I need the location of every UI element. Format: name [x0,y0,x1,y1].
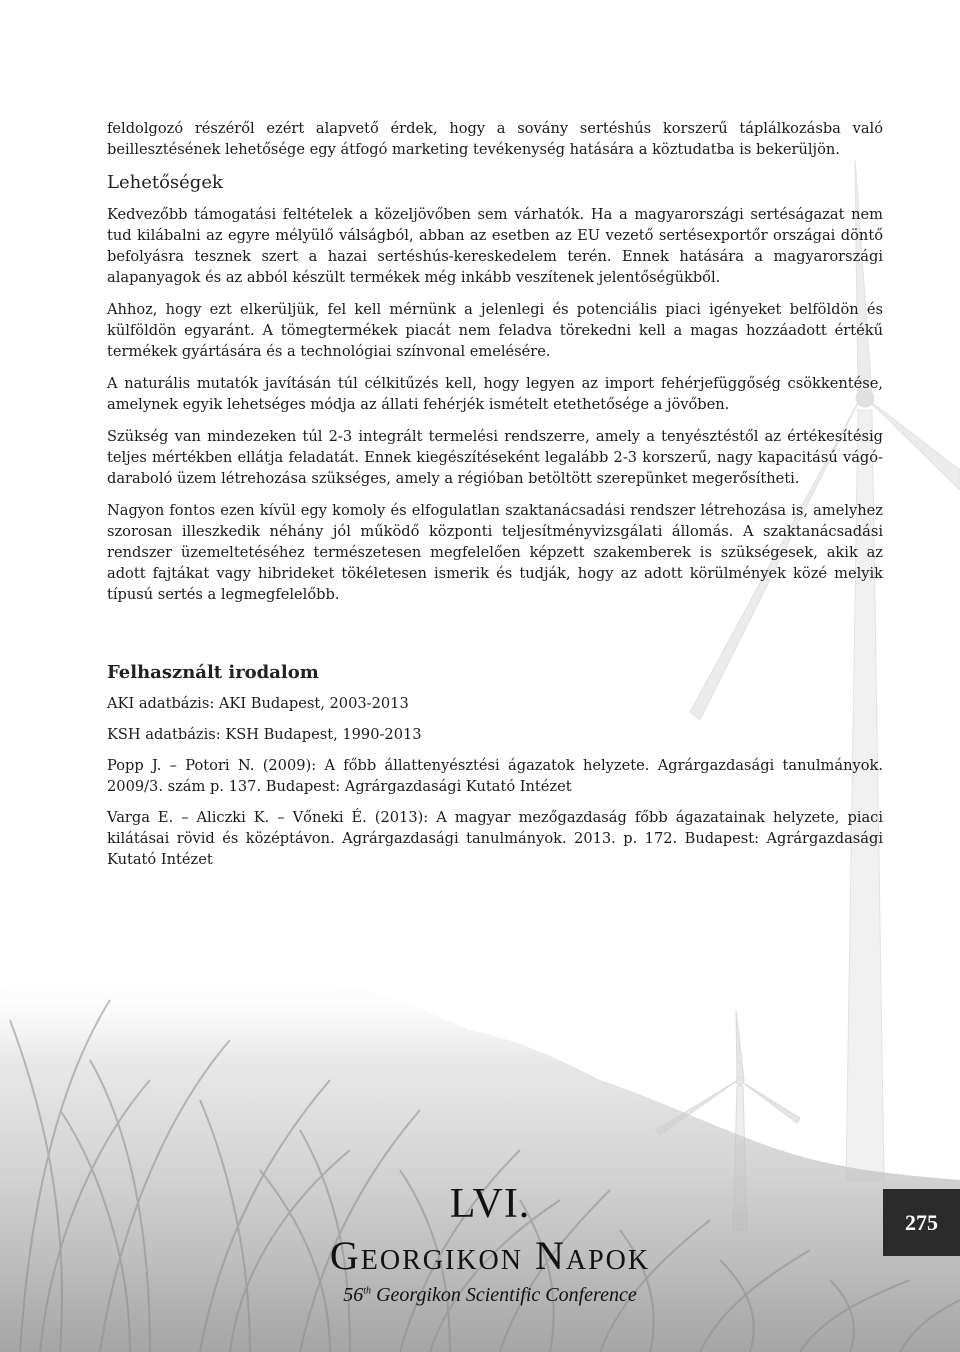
conference-name: Georgikon Napok [329,1233,651,1278]
conference-subtitle [300,1284,680,1307]
paragraph-5: Nagyon fontos ezen kívül egy komoly és elfogulatlan szaktanácsadási rendszer létrehozása is, amelyhez szorosan illeszkedik néhány jól működő központi teljesítményvizsgálati állomás. A szaktanácsadási rendszer üzemeltetéséhez természetesen megfelelően képzett szakemberek is szükségesek, akik az adott fajtákat vagy hibrideket tökéletesen ismerik és tudják, hogy az adott körülmények közé melyik típusú sertés a legmegfelelőbb. [107,502,883,603]
conference-roman-numeral: LVI. [449,1181,531,1227]
paragraph-intro: feldolgozó részéről ezért alapvető érdek, hogy a sovány sertéshús korszerű táplálkozásba való beillesztésének lehetősége egy átfogó marketing tevékenység hatására a köztudatba is bekerüljön. [107,120,883,158]
reference-item: Popp J. – Potori N. (2009): A főbb állattenyésztési ágazatok helyzete. Agrárgazdasági tanulmányok. 2009/3. szám p. 137. Budapest: Agrárgazdasági Kutató Intézet [107,757,883,795]
page-number-box [883,1189,960,1256]
conference-subtitle-text: Georgikon Scientific Conference [371,1284,637,1306]
paragraph-2: Ahhoz, hogy ezt elkerüljük, fel kell mérnünk a jelenlegi és potenciális piaci igényeket belföldön és külföldön egyaránt. A tömegtermékek piacát nem feladva törekedni kell a magas hozzáadott értékű termékek gyártására és a technológiai színvonal emelésére. [107,301,883,360]
section-heading-opportunities: Lehetőségek [107,172,223,193]
reference-item: KSH adatbázis: KSH Budapest, 1990-2013 [107,726,422,743]
page-number: 275 [905,1209,938,1235]
paragraph-1: Kedvezőbb támogatási feltételek a közeljövőben sem várhatók. Ha a magyarországi sertéságazat nem tud kilábalni az egyre mélyülő válságból, abban az esetben az EU vezető sertésexportőr országai döntő befolyásra tesznek szert a hazai sertéshús-kereskedelem terén. Ennek hatására a magyarországi alapanyagok és az abból készült termékek még inkább veszítenek jelentőségükből. [107,206,883,286]
reference-item: AKI adatbázis: AKI Budapest, 2003-2013 [107,695,409,712]
article-body [107,118,883,880]
conference-number: 56 [343,1284,364,1306]
paragraph-4: Szükség van mindezeken túl 2-3 integrált termelési rendszerre, amely a tenyésztéstől az értékesítésig teljes mértékben ellátja feladatát. Ennek kiegészítéseként legalább 2-3 korszerű, nagy kapacitású vágó-daraboló üzem létrehozása szükséges, amely a régióban betöltött szerepünket megerősítheti. [107,428,883,487]
paragraph-3: A naturális mutatók javításán túl célkitűzés kell, hogy legyen az import fehérjefüggőség csökkentése, amelynek egyik lehetséges módja az állati fehérjék ismételt etethetősége a jövőben. [107,375,883,413]
ordinal-suffix: th [363,1285,372,1297]
reference-item: Varga E. – Aliczki K. – Vőneki É. (2013): A magyar mezőgazdaság főbb ágazatainak helyzete, piaci kilátásai rövid és középtávon. Agrárgazdasági tanulmányok. 2013. p. 172. Budapest: Agrárgazdasági Kutató Intézet [107,809,883,868]
references-heading: Felhasznált irodalom [107,662,319,683]
